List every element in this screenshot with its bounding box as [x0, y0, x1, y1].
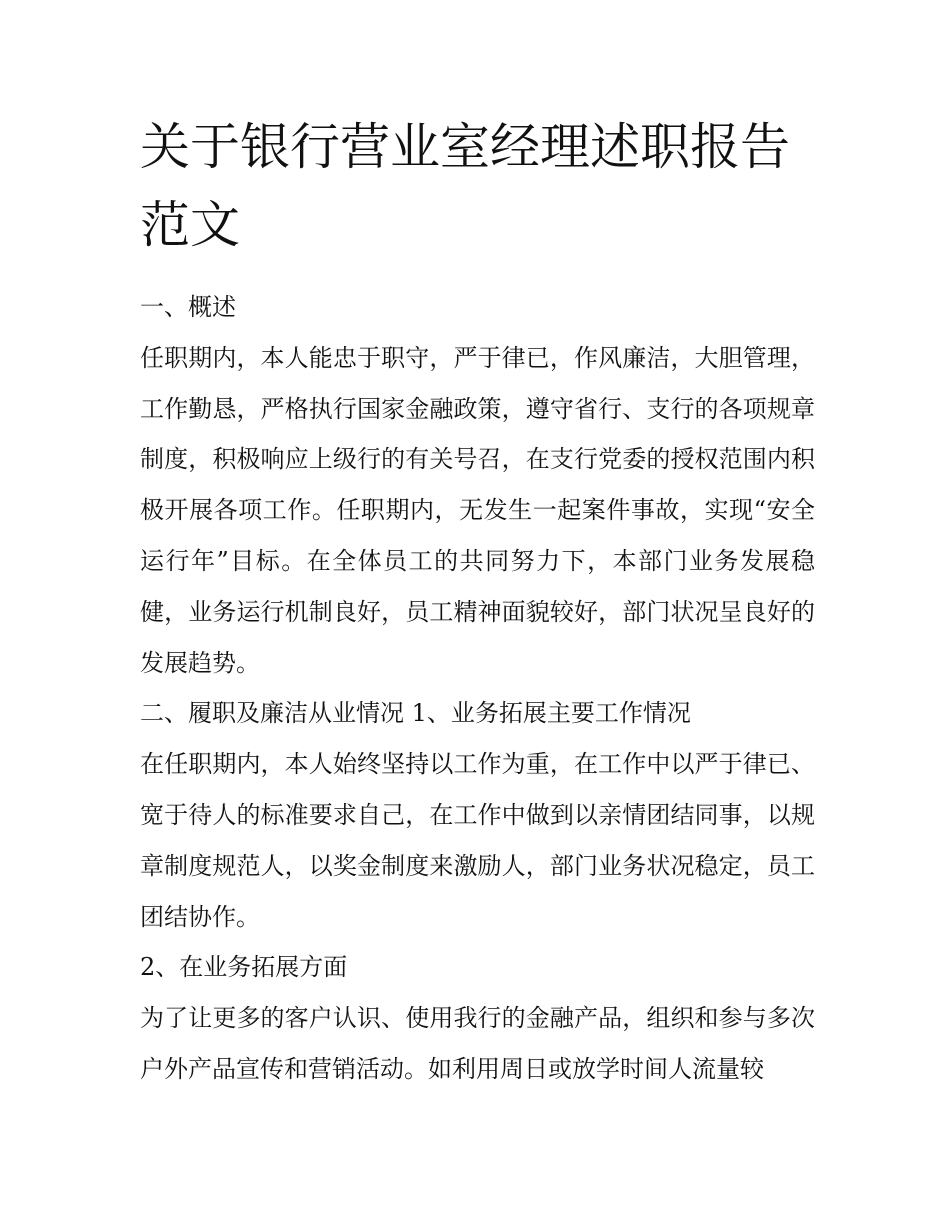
document-page: [140, 108, 815, 1095]
paragraph-business: 为了让更多的客户认识、使用我行的金融产品，组织和参与多次户外产品宣传和营销活动。如利用周日或放学时间人流量较: [140, 1004, 815, 1083]
subsection-heading-business: 2、在业务拓展方面: [140, 953, 348, 982]
section-heading-duties: 二、履职及廉洁从业情况 1、业务拓展主要工作情况: [140, 699, 691, 728]
section-heading-overview: 一、概述: [140, 293, 236, 321]
paragraph-duties: 在任职期内，本人始终坚持以工作为重，在工作中以严于律已、宽于待人的标准要求自己，在工作中做到以亲情团结同事，以规章制度规范人，以奖金制度来激励人，部门业务状况稳定，员工团结协作。: [140, 750, 815, 931]
paragraph-overview: 任职期内，本人能忠于职守，严于律已，作风廉洁，大胆管理，工作勤恳，严格执行国家金融政策，遵守省行、支行的各项规章制度，积极响应上级行的有关号召，在支行党委的授权范围内积极开展各项工作。任职期内，无发生一起案件事故，实现“安全运行年”目标。在全体员工的共同努力下，本部门业务发展稳健，业务运行机制良好，员工精神面貌较好，部门状况呈良好的发展趋势。: [140, 343, 815, 677]
document-body: [140, 282, 815, 1095]
document-title: 关于银行营业室经理述职报告范文: [140, 118, 790, 254]
